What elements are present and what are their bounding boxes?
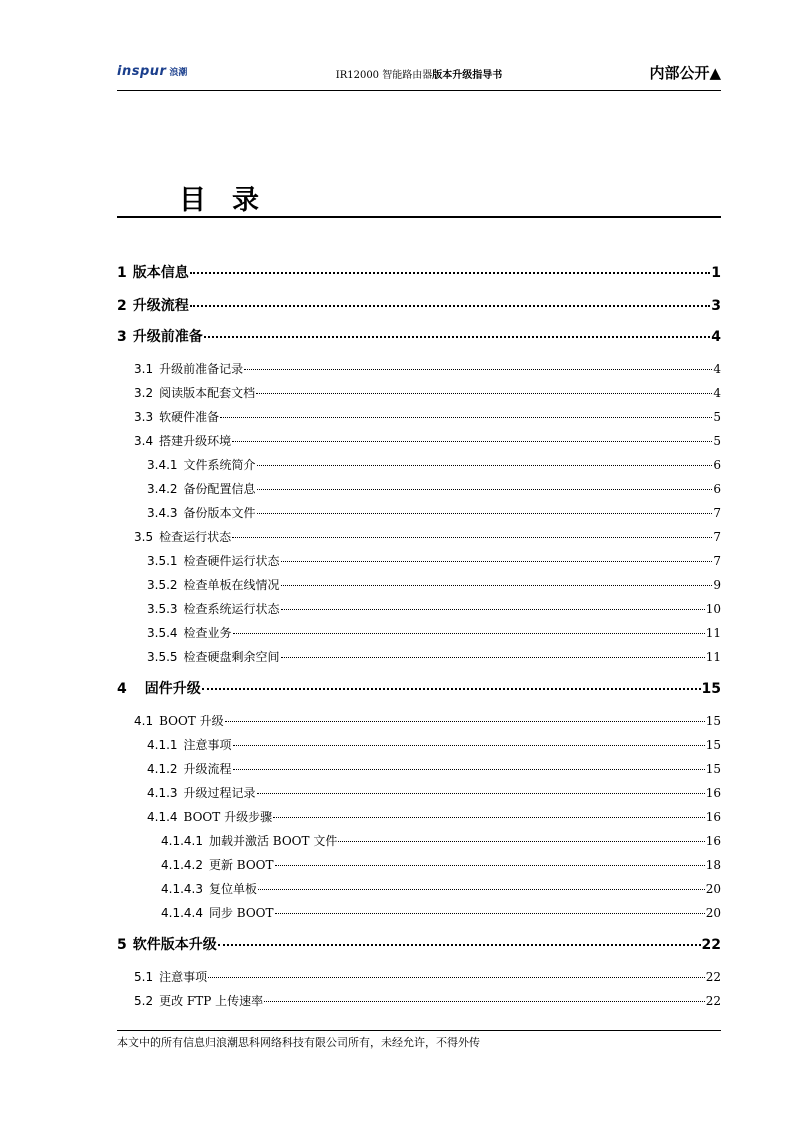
toc-entry-page: 3 <box>711 298 721 314</box>
toc-entry[interactable] <box>117 456 721 473</box>
toc-entry-label: 软件版本升级 <box>132 937 217 953</box>
toc-entry-page: 22 <box>705 970 721 984</box>
toc-entry-number: 3.4.2 <box>147 482 178 496</box>
toc-entry-label: 升级流程 <box>183 762 232 776</box>
toc-entry[interactable] <box>117 432 721 449</box>
toc-entry-number: 3.3 <box>134 410 154 424</box>
toc-entry-page: 6 <box>713 482 721 496</box>
page-footer: 本文中的所有信息归浪潮思科网络科技有限公司所有，未经允许，不得外传 <box>117 1030 721 1050</box>
toc-entry-label: BOOT 升级步骤 <box>183 810 273 824</box>
toc-entry-page: 4 <box>713 362 721 376</box>
toc-entry-page: 7 <box>713 506 721 520</box>
toc-entry-page: 22 <box>705 994 721 1008</box>
classification-label: 内部公开▲ <box>649 64 721 82</box>
toc-entry-number: 3.5.4 <box>147 626 178 640</box>
toc-entry[interactable] <box>117 856 721 873</box>
toc-leader-dots <box>233 633 705 634</box>
toc-entry-number: 1 <box>117 265 127 281</box>
toc-entry-number: 3.5 <box>134 530 154 544</box>
toc-entry-number: 3.4.3 <box>147 506 178 520</box>
toc-entry-page: 4 <box>711 329 721 345</box>
toc-entry-label: 检查系统运行状态 <box>183 602 280 616</box>
toc-entry[interactable] <box>117 408 721 425</box>
toc-leader-dots <box>204 336 711 338</box>
toc-entry-number: 4 <box>117 681 127 697</box>
toc-leader-dots <box>281 609 705 610</box>
toc-entry-number: 4.1.4.2 <box>161 858 203 872</box>
toc-entry[interactable] <box>117 784 721 801</box>
toc-entry-number: 3.4 <box>134 434 154 448</box>
toc-entry-number: 4.1 <box>134 714 154 728</box>
toc-entry[interactable] <box>117 880 721 897</box>
toc-entry-page: 16 <box>705 786 721 800</box>
toc-leader-dots <box>273 817 705 818</box>
toc-entry-page: 7 <box>713 530 721 544</box>
toc-entry-number: 3 <box>117 329 127 345</box>
toc-entry-number: 5.2 <box>134 994 154 1008</box>
toc-leader-dots <box>275 913 705 914</box>
toc-entry-label: 复位单板 <box>208 882 257 896</box>
toc-leader-dots <box>208 977 705 978</box>
toc-entry-page: 16 <box>705 834 721 848</box>
toc-entry-label: 更改 FTP 上传速率 <box>159 994 264 1008</box>
toc-entry-number: 4.1.4.4 <box>161 906 203 920</box>
toc-leader-dots <box>257 513 713 514</box>
toc-entry-label: 备份版本文件 <box>183 506 256 520</box>
toc-entry-label: 更新 BOOT <box>208 858 274 872</box>
toc-entry-number: 4.1.1 <box>147 738 178 752</box>
toc-entry[interactable] <box>117 295 721 315</box>
page-header <box>117 58 721 91</box>
toc-entry-page: 5 <box>713 434 721 448</box>
toc-entry-label: 检查硬盘剩余空间 <box>183 650 280 664</box>
toc-leader-dots <box>257 465 713 466</box>
toc-leader-dots <box>244 369 712 370</box>
toc-leader-dots <box>232 441 712 442</box>
toc-entry[interactable] <box>117 360 721 377</box>
toc-entry-label: 加载并激活 BOOT 文件 <box>208 834 338 848</box>
toc-leader-dots <box>281 657 705 658</box>
toc-leader-dots <box>218 944 701 946</box>
toc-entry-number: 4.1.3 <box>147 786 178 800</box>
toc-entry[interactable] <box>117 262 721 282</box>
toc-entry-number: 3.2 <box>134 386 154 400</box>
toc-leader-dots <box>257 793 705 794</box>
toc-leader-dots <box>190 305 711 307</box>
toc-entry[interactable] <box>117 760 721 777</box>
toc-leader-dots <box>257 489 713 490</box>
toc-entry-page: 1 <box>711 265 721 281</box>
toc-entry-page: 15 <box>705 738 721 752</box>
toc-entry-page: 15 <box>705 762 721 776</box>
toc-entry-page: 20 <box>705 906 721 920</box>
toc-leader-dots <box>225 721 705 722</box>
toc-leader-dots <box>275 865 705 866</box>
toc-entry-label: 软硬件准备 <box>159 410 220 424</box>
toc-entry[interactable] <box>117 552 721 569</box>
toc-entry-number: 4.1.4.3 <box>161 882 203 896</box>
toc-entry-label: 同步 BOOT <box>208 906 274 920</box>
toc-entry-label: 固件升级 <box>144 681 201 697</box>
toc-leader-dots <box>264 1001 705 1002</box>
toc-entry-page: 11 <box>705 650 721 664</box>
toc-entry-number: 4.1.2 <box>147 762 178 776</box>
toc-entry-label: 检查硬件运行状态 <box>183 554 280 568</box>
toc-entry-page: 4 <box>713 386 721 400</box>
toc-entry-number: 3.5.5 <box>147 650 178 664</box>
toc-entry-label: 注意事项 <box>183 738 232 752</box>
toc-entry-page: 7 <box>713 554 721 568</box>
logo-brand-text: inspur <box>117 64 167 79</box>
toc-leader-dots <box>233 745 705 746</box>
toc-entry[interactable] <box>117 736 721 753</box>
toc-heading <box>117 178 721 218</box>
toc-entry[interactable] <box>117 504 721 521</box>
toc-entry-number: 3.1 <box>134 362 154 376</box>
toc-leader-dots <box>256 393 712 394</box>
toc-entry-number: 5 <box>117 937 127 953</box>
toc-entry[interactable] <box>117 992 721 1009</box>
toc-entry-label: 阅读版本配套文档 <box>159 386 256 400</box>
toc-entry-page: 5 <box>713 410 721 424</box>
toc-entry[interactable] <box>117 480 721 497</box>
toc-entry-page: 11 <box>705 626 721 640</box>
toc-entry-number: 3.4.1 <box>147 458 178 472</box>
toc-entry-number: 4.1.4.1 <box>161 834 203 848</box>
document-title-plain: IR12000 智能路由器 <box>335 70 433 81</box>
toc-entry-number: 5.1 <box>134 970 154 984</box>
toc-leader-dots <box>220 417 712 418</box>
toc-entry-page: 18 <box>705 858 721 872</box>
toc-entry-number: 3.5.3 <box>147 602 178 616</box>
toc-entry-page: 9 <box>713 578 721 592</box>
toc-entry-label: 版本信息 <box>132 265 189 281</box>
toc-entry[interactable] <box>117 648 721 665</box>
toc-leader-dots <box>202 688 701 690</box>
toc-entry-label: BOOT 升级 <box>159 714 224 728</box>
toc-entry-label: 备份配置信息 <box>183 482 256 496</box>
document-title <box>117 66 721 81</box>
toc-leader-dots <box>281 561 713 562</box>
toc-leader-dots <box>232 537 712 538</box>
toc-entry[interactable] <box>117 528 721 545</box>
toc-entry[interactable] <box>117 904 721 921</box>
toc-entry-number: 4.1.4 <box>147 810 178 824</box>
toc-entry[interactable] <box>117 934 721 954</box>
toc-leader-dots <box>233 769 705 770</box>
toc-entry[interactable] <box>117 600 721 617</box>
toc-entry-label: 注意事项 <box>159 970 208 984</box>
toc-entry-label: 升级前准备 <box>132 329 203 345</box>
toc-entry-page: 22 <box>701 937 721 953</box>
toc-entry[interactable] <box>117 624 721 641</box>
toc-entry-label: 搭建升级环境 <box>159 434 232 448</box>
toc-entry-page: 6 <box>713 458 721 472</box>
toc-entry[interactable] <box>117 384 721 401</box>
toc-entry-page: 15 <box>705 714 721 728</box>
toc-entry-number: 2 <box>117 298 127 314</box>
toc-entry-label: 检查业务 <box>183 626 232 640</box>
toc-entry-page: 16 <box>705 810 721 824</box>
toc-entry[interactable] <box>117 832 721 849</box>
document-title-bold: 版本升级指导书 <box>432 70 503 81</box>
toc-entry-label: 检查单板在线情况 <box>183 578 280 592</box>
toc-entry-label: 检查运行状态 <box>159 530 232 544</box>
toc-entry-number: 3.5.1 <box>147 554 178 568</box>
logo-cn-text: 浪潮 <box>169 68 188 78</box>
toc-entry-page: 15 <box>701 681 721 697</box>
toc-entry-page: 10 <box>705 602 721 616</box>
toc-entry[interactable] <box>117 326 721 346</box>
toc-leader-dots <box>258 889 705 890</box>
toc-entry-number: 3.5.2 <box>147 578 178 592</box>
toc-heading-text: 目录 <box>179 185 285 216</box>
toc-leader-dots <box>281 585 713 586</box>
toc-leader-dots <box>338 841 704 842</box>
toc-entry[interactable] <box>117 712 721 729</box>
toc-entry-label: 升级前准备记录 <box>159 362 244 376</box>
toc-entry[interactable] <box>117 968 721 985</box>
toc-entry-label: 升级过程记录 <box>183 786 256 800</box>
toc-leader-dots <box>190 272 711 274</box>
toc-entry[interactable] <box>117 678 721 698</box>
toc-entry-label: 升级流程 <box>132 298 189 314</box>
toc-entry-label: 文件系统简介 <box>183 458 256 472</box>
toc-entry[interactable] <box>117 576 721 593</box>
toc-entry[interactable] <box>117 808 721 825</box>
toc-entry-page: 20 <box>705 882 721 896</box>
